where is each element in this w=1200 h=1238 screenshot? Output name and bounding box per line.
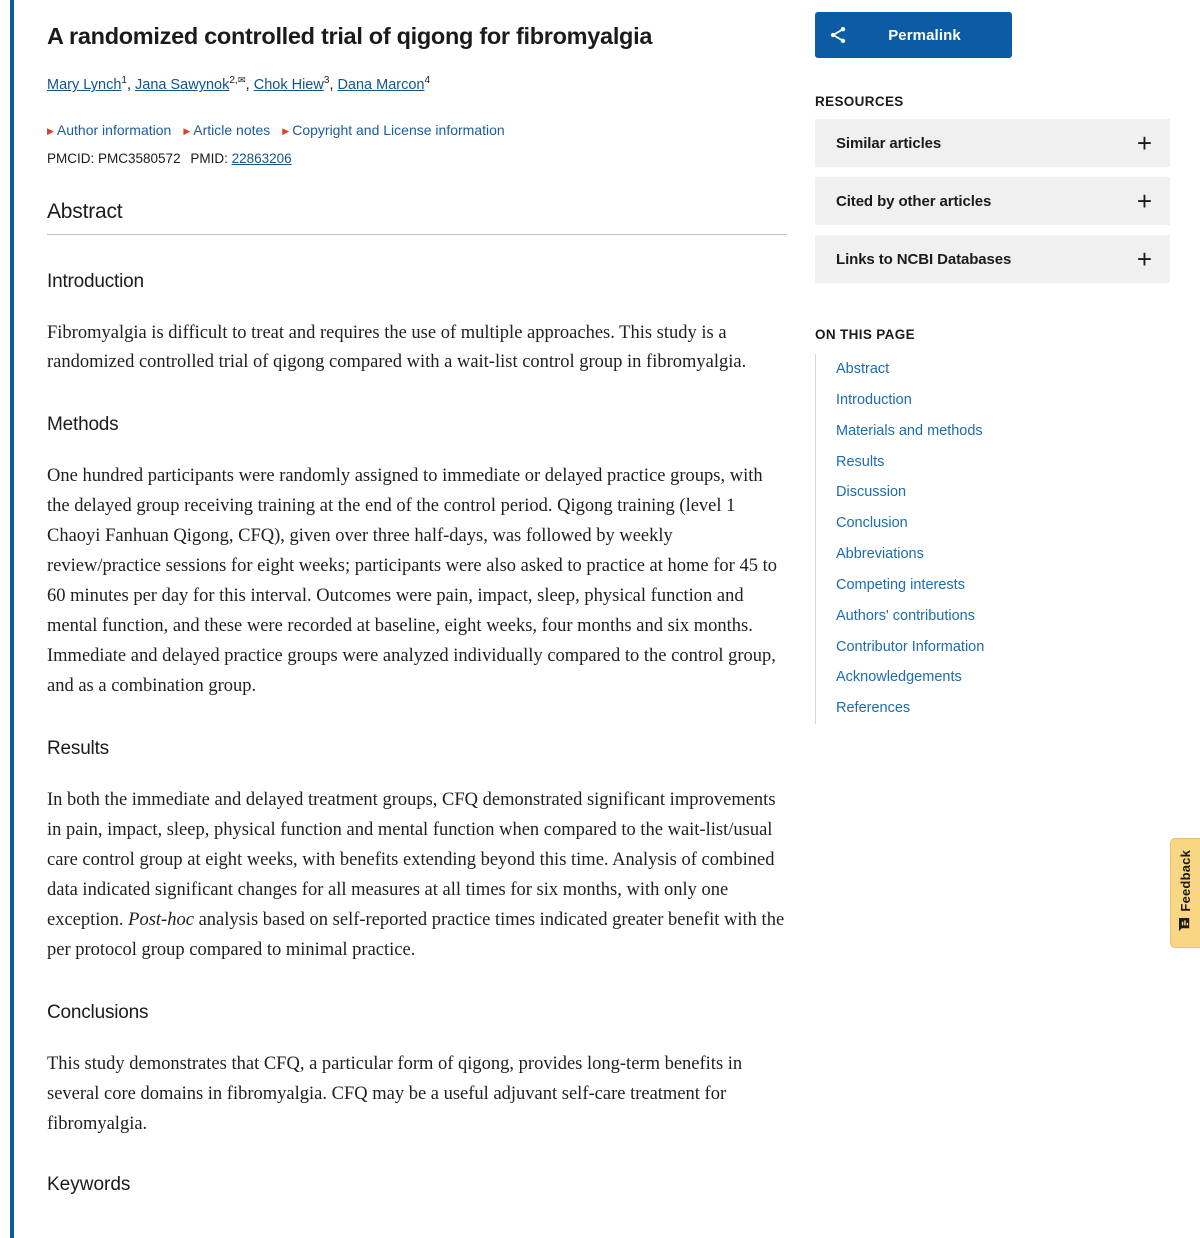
share-icon bbox=[815, 25, 861, 45]
toc-link-materials-and-methods[interactable]: Materials and methods bbox=[836, 422, 983, 439]
accordion-similar-articles[interactable] bbox=[815, 119, 1170, 167]
author-affiliation-marker: 4 bbox=[424, 75, 431, 87]
accordion-label: Similar articles bbox=[836, 134, 942, 152]
triangle-right-icon: ▶ bbox=[183, 126, 191, 137]
chart-icon bbox=[1179, 918, 1192, 936]
accordion-cited-by-other-articles[interactable] bbox=[815, 177, 1170, 225]
article-column bbox=[47, 22, 787, 1195]
copyright-license-link[interactable]: ▶ Copyright and License information bbox=[282, 122, 505, 139]
toc-link-introduction[interactable]: Introduction bbox=[836, 391, 912, 408]
author-affiliation-marker: 1 bbox=[121, 75, 127, 87]
article-meta-links bbox=[47, 119, 787, 141]
list-item bbox=[816, 385, 1170, 416]
list-item bbox=[816, 662, 1170, 693]
results-italic-term: Post-hoc bbox=[128, 910, 194, 931]
conclusions-paragraph: This study demonstrates that CFQ, a particular form of qigong, provides long-term benefits in several core domains in fibromyalgia. CFQ may be a useful adjuvant self-care treatment for fibromyalgia. bbox=[47, 1054, 743, 1134]
toc-link-authors-contributions[interactable]: Authors' contributions bbox=[836, 607, 975, 624]
on-this-page-heading: ON THIS PAGE bbox=[815, 327, 915, 342]
plus-icon[interactable]: + bbox=[1136, 244, 1152, 274]
abstract-heading: Abstract bbox=[47, 200, 787, 235]
author-affiliation-marker: 2,✉ bbox=[229, 75, 246, 87]
left-accent-rail bbox=[10, 0, 14, 1238]
on-this-page-list bbox=[815, 354, 1170, 724]
next-section-heading-partial: Keywords bbox=[47, 1173, 131, 1195]
plus-icon[interactable]: + bbox=[1136, 186, 1152, 216]
introduction-paragraph: Fibromyalgia is difficult to treat and requires the use of multiple approaches. This study is a randomized controlled trial of qigong compared with a wait-list control group in fibromyalgia. bbox=[47, 322, 747, 373]
toc-link-references[interactable]: References bbox=[836, 700, 911, 717]
permalink-button[interactable] bbox=[815, 12, 1012, 58]
results-paragraph bbox=[47, 786, 787, 966]
plus-icon[interactable]: + bbox=[1136, 128, 1152, 158]
list-item bbox=[816, 570, 1170, 601]
permalink-label: Permalink bbox=[888, 26, 961, 44]
list-item bbox=[816, 477, 1170, 508]
author-link[interactable]: Chok Hiew bbox=[253, 77, 324, 94]
list-item bbox=[816, 693, 1170, 724]
article-identifiers bbox=[47, 151, 787, 166]
results-heading: Results bbox=[47, 738, 109, 760]
pmid-label: PMID: bbox=[190, 150, 228, 166]
author-link[interactable]: Jana Sawynok bbox=[135, 77, 230, 94]
methods-paragraph: One hundred participants were randomly assigned to immediate or delayed practice groups, with the delayed group receiving training at the end of the control period. Qigong training (level 1 Chaoyi Fanhuan Qigong, CFQ), given over three half-days, was followed by weekly review/practice sessions for eight weeks; participants were also asked to practice at home for 45 to 60 minutes per day for this interval. Outcomes were pain, impact, sleep, physical function and mental function, and these were recorded at baseline, eight weeks, four months and six months. Immediate and delayed practice groups were analyzed individually compared to the control group, and as a combination group. bbox=[47, 466, 777, 697]
author-link[interactable]: Mary Lynch bbox=[47, 77, 122, 94]
toc-link-results[interactable]: Results bbox=[836, 453, 885, 470]
toc-link-discussion[interactable]: Discussion bbox=[836, 484, 907, 501]
feedback-label: Feedback bbox=[1178, 850, 1193, 912]
list-item bbox=[816, 601, 1170, 632]
triangle-right-icon: ▶ bbox=[282, 126, 290, 137]
results-text-part2: analysis based on self-reported practice times indicated greater benefit with the per protocol group compared to minimal practice. bbox=[47, 910, 785, 961]
article-notes-link[interactable]: ▶ Article notes bbox=[183, 122, 271, 139]
list-item bbox=[816, 447, 1170, 478]
introduction-heading: Introduction bbox=[47, 270, 144, 292]
pmid-link[interactable]: 22863206 bbox=[231, 150, 292, 166]
feedback-tab[interactable] bbox=[1170, 838, 1200, 948]
toc-link-abstract[interactable]: Abstract bbox=[836, 361, 890, 377]
accordion-label: Links to NCBI Databases bbox=[836, 250, 1012, 268]
list-item bbox=[816, 354, 1170, 385]
toc-link-contributor-information[interactable]: Contributor Information bbox=[836, 638, 985, 655]
list-item bbox=[816, 508, 1170, 539]
toc-link-acknowledgements[interactable]: Acknowledgements bbox=[836, 669, 962, 686]
author-information-link[interactable]: ▶ Author information bbox=[47, 122, 172, 139]
triangle-right-icon: ▶ bbox=[47, 126, 54, 137]
toc-link-abbreviations[interactable]: Abbreviations bbox=[836, 546, 924, 563]
accordion-label: Cited by other articles bbox=[836, 192, 992, 210]
toc-link-conclusion[interactable]: Conclusion bbox=[836, 515, 908, 532]
list-item bbox=[816, 416, 1170, 447]
author-affiliation-marker: 3 bbox=[323, 75, 330, 87]
list-item bbox=[816, 539, 1170, 570]
pmcid-value: PMC3580572 bbox=[98, 150, 181, 166]
list-item bbox=[816, 632, 1170, 663]
author-list: Mary Lynch$^1$, Jana Sawynok$^{2,✉}$, Chok Hiew$^3$, Dana Marcon$^4$ bbox=[47, 75, 431, 94]
toc-link-competing-interests[interactable]: Competing interests bbox=[836, 576, 965, 593]
envelope-icon: ✉ bbox=[237, 75, 246, 87]
page-title: A randomized controlled trial of qigong for fibromyalgia bbox=[47, 23, 653, 49]
methods-heading: Methods bbox=[47, 414, 119, 436]
author-link[interactable]: Dana Marcon bbox=[337, 77, 425, 94]
sidebar-column bbox=[815, 12, 1170, 724]
resources-heading: RESOURCES bbox=[815, 94, 904, 109]
results-text-part1: In both the immediate and delayed treatment groups, CFQ demonstrated significant improvements in pain, impact, sleep, physical function and mental function when compared to the wait-list/usual care control group at eight weeks, with benefits extending beyond this time. Analysis of combined data indicated significant changes for all measures at all times for six months, with only one exception. bbox=[47, 790, 776, 931]
accordion-links-to-ncbi-databases[interactable] bbox=[815, 235, 1170, 283]
conclusions-heading: Conclusions bbox=[47, 1002, 149, 1024]
pmcid-label: PMCID: bbox=[47, 150, 95, 166]
